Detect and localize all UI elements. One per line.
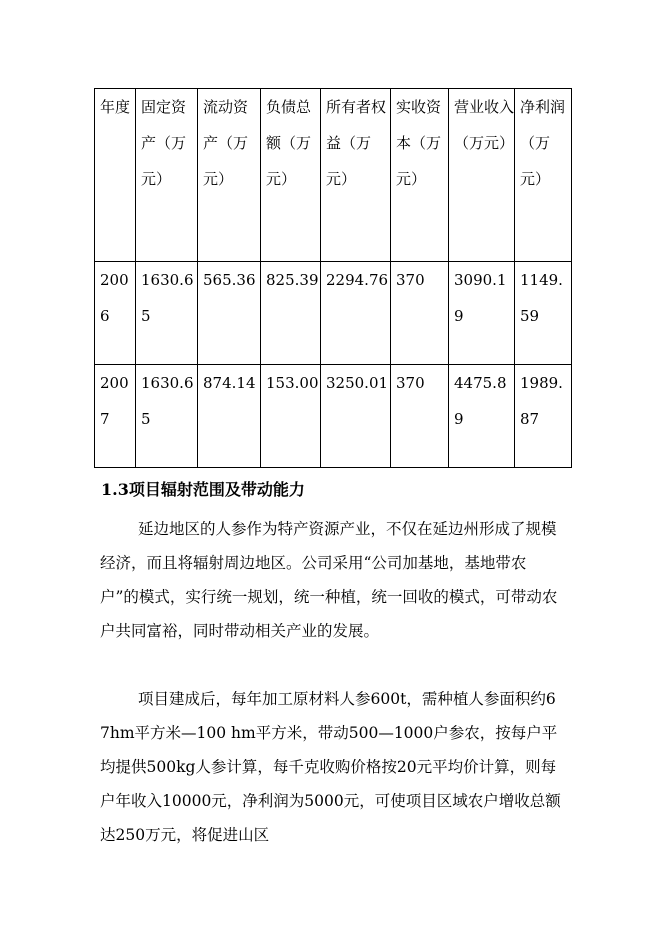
table-cell: 4475.89: [449, 365, 515, 468]
table-header-row: [95, 89, 572, 262]
header-cell-current-assets: 流动资产（万元）: [198, 89, 261, 262]
table-row: [95, 262, 572, 365]
table-cell: 1989.87: [515, 365, 572, 468]
body-paragraph: 延边地区的人参作为特产资源产业，不仅在延边州形成了规模经济，而且将辐射周边地区。公司采用“公司加基地，基地带农户”的模式，实行统一规划，统一种植，统一回收的模式，可带动农户共同富裕，同时带动相关产业的发展。: [100, 520, 558, 640]
table-cell: 2294.76: [321, 262, 391, 365]
table-cell: 2006: [95, 262, 136, 365]
table-cell: 370: [391, 365, 449, 468]
table-cell: 1149.59: [515, 262, 572, 365]
table-cell: 3090.19: [449, 262, 515, 365]
table-cell: 874.14: [198, 365, 261, 468]
table-row: [95, 365, 572, 468]
section-heading: 1.3项目辐射范围及带动能力: [101, 480, 305, 499]
table-cell: 370: [391, 262, 449, 365]
table-cell: 153.00: [261, 365, 321, 468]
table-cell: 825.39: [261, 262, 321, 365]
header-cell-owners-equity: 所有者权益（万元）: [321, 89, 391, 262]
table-cell: 2007: [95, 365, 136, 468]
financial-table: [94, 88, 572, 468]
header-cell-revenue: 营业收入（万元）: [449, 89, 515, 262]
table-cell: 1630.65: [136, 365, 198, 468]
header-cell-year: 年度: [95, 89, 136, 262]
body-paragraph: 项目建成后，每年加工原材料人参600t，需种植人参面积约67hm平方米—100 hm平方米，带动500—1000户参农，按每户平均提供500kg人参计算，每千克收购价格按20元平均价计算，则每户年收入10000元，净利润为5000元，可使项目区域农户增收总额达250万元，将促进山区: [100, 690, 561, 844]
header-cell-fixed-assets: 固定资产（万元）: [136, 89, 198, 262]
header-cell-total-liabilities: 负债总额（万元）: [261, 89, 321, 262]
header-cell-net-profit: 净利润（万元）: [515, 89, 572, 262]
header-cell-paid-in-capital: 实收资本（万元）: [391, 89, 449, 262]
table-cell: 565.36: [198, 262, 261, 365]
table-cell: 3250.01: [321, 365, 391, 468]
table-cell: 1630.65: [136, 262, 198, 365]
